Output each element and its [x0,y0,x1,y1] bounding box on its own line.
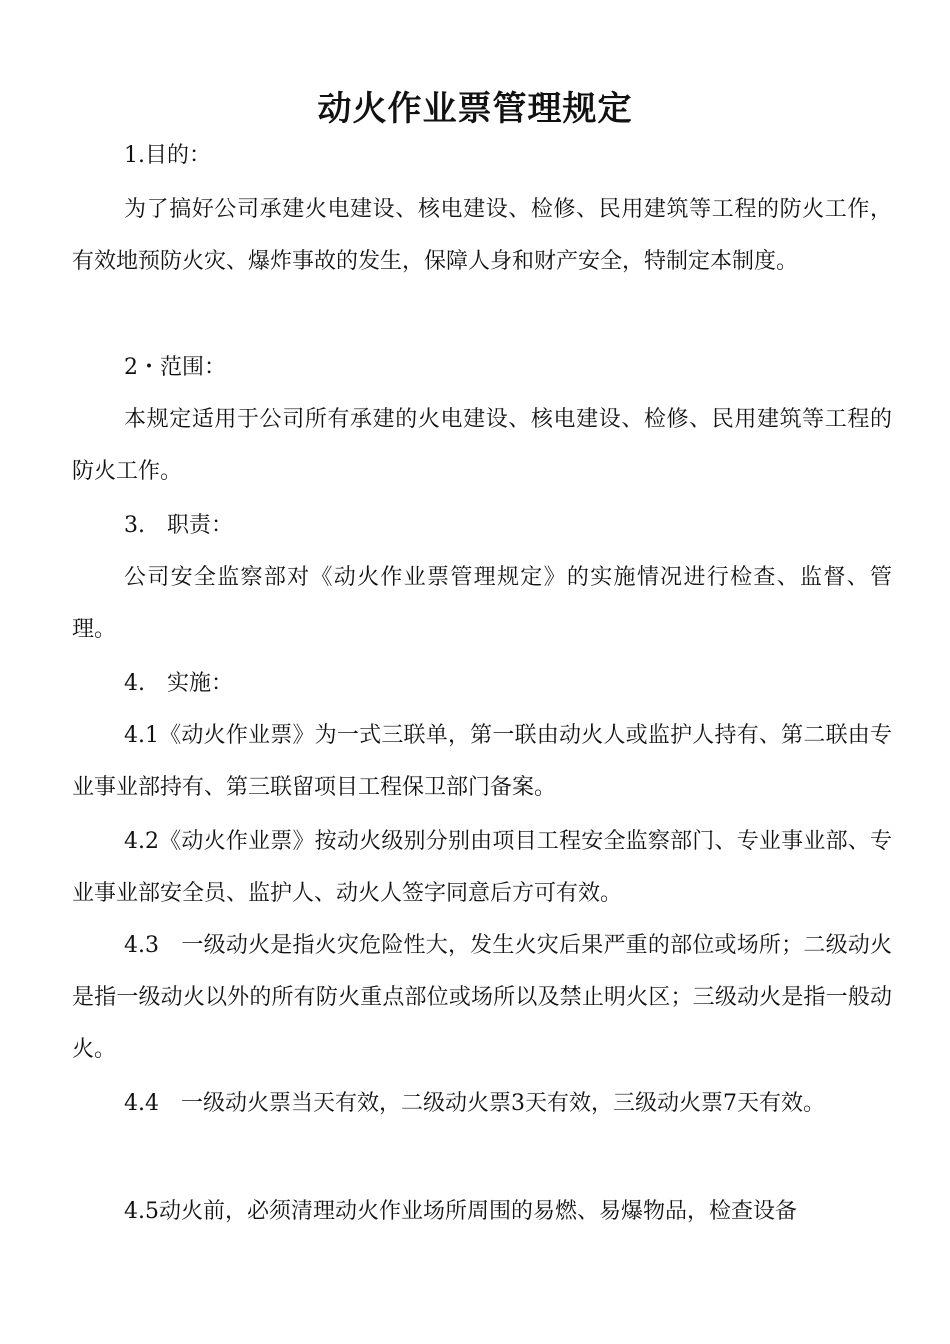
section-heading-purpose: 1.目的： [124,143,211,168]
paragraph-item-4-5: 4.5动火前，必须清理动火作业场所周围的易燃、易爆物品，检查设备 [124,1199,797,1224]
paragraph-item-4-2: 4.2《动火作业票》按动火级别分别由项目工程安全监察部门、专业事业部、专业事业部安全员、监护人、动火人签字同意后方可有效。 [72,829,892,906]
page-title: 动火作业票管理规定 [317,88,633,129]
section-heading-scope: 2・范围： [124,355,226,380]
paragraph-duty: 公司安全监察部对《动火作业票管理规定》的实施情况进行检查、监督、管理。 [72,565,892,642]
paragraph-item-4-1: 4.1《动火作业票》为一式三联单，第一联由动火人或监护人持有、第二联由专业事业部持有、第三联留项目工程保卫部门备案。 [72,723,892,800]
paragraph-scope: 本规定适用于公司所有承建的火电建设、核电建设、检修、民用建筑等工程的防火工作。 [72,407,892,484]
paragraph-item-4-4: 4.4 一级动火票当天有效，二级动火票3天有效，三级动火票7天有效。 [124,1091,825,1116]
section-heading-implementation: 4. 实施： [124,671,233,696]
section-heading-duty: 3. 职责： [124,513,233,538]
paragraph-purpose: 为了搞好公司承建火电建设、核电建设、检修、民用建筑等工程的防火工作，有效地预防火灾、爆炸事故的发生，保障人身和财产安全，特制定本制度。 [72,197,892,274]
paragraph-item-4-3: 4.3 一级动火是指火灾危险性大，发生火灾后果严重的部位或场所；二级动火是指一级动火以外的所有防火重点部位或场所以及禁止明火区；三级动火是指一般动火。 [72,933,892,1062]
